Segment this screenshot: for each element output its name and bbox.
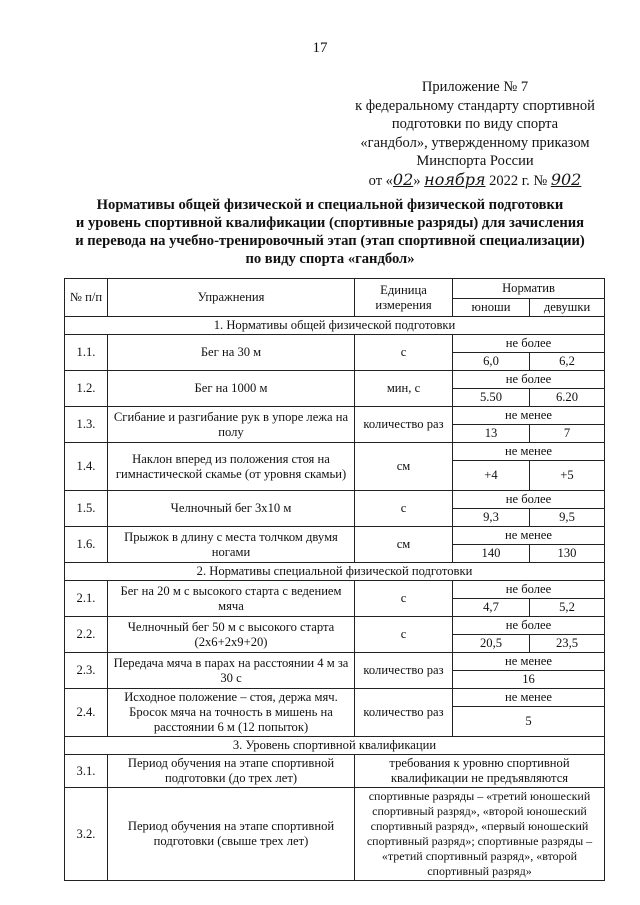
header-girls: девушки xyxy=(530,299,605,317)
row-unit: см xyxy=(355,443,453,491)
row-condition: не менее xyxy=(453,653,605,671)
row-girls: 9,5 xyxy=(530,509,605,527)
row-unit: мин, с xyxy=(355,371,453,407)
appendix-block xyxy=(340,78,610,191)
row-boys: 13 xyxy=(453,425,530,443)
date-mid: » xyxy=(413,172,425,189)
row-exercise: Сгибание и разгибание рук в упоре лежа на полу xyxy=(108,407,355,443)
row-unit: с xyxy=(355,491,453,527)
title-line4: по виду спорта «гандбол» xyxy=(245,251,415,267)
document-title xyxy=(40,196,620,268)
table-row xyxy=(65,581,605,599)
row-condition: не более xyxy=(453,617,605,635)
table-row xyxy=(65,371,605,389)
row-value: 5 xyxy=(453,707,605,737)
header-exercise: Упражнения xyxy=(108,279,355,317)
section-row xyxy=(65,317,605,335)
row-boys: 4,7 xyxy=(453,599,530,617)
row-girls: 7 xyxy=(530,425,605,443)
row-unit: с xyxy=(355,335,453,371)
row-num: 3.1. xyxy=(65,755,108,788)
row-num: 2.3. xyxy=(65,653,108,689)
row-num: 1.2. xyxy=(65,371,108,407)
row-girls: 23,5 xyxy=(530,635,605,653)
row-exercise: Челночный бег 50 м с высокого старта (2х6+2х9+20) xyxy=(108,617,355,653)
date-month-handwritten: ноября xyxy=(424,169,486,189)
table-row xyxy=(65,491,605,509)
table-row xyxy=(65,407,605,425)
table-row xyxy=(65,653,605,671)
page-number: 17 xyxy=(312,40,328,56)
row-girls: 130 xyxy=(530,545,605,563)
row-condition: не более xyxy=(453,581,605,599)
row-exercise: Наклон вперед из положения стоя на гимнастической скамье (от уровня скамьи) xyxy=(108,443,355,491)
row-exercise: Бег на 1000 м xyxy=(108,371,355,407)
row-num: 1.4. xyxy=(65,443,108,491)
row-condition: не менее xyxy=(453,407,605,425)
row-requirement: требования к уровню спортивной квалификации не предъявляются xyxy=(355,755,605,788)
date-year: 2022 г. № xyxy=(485,172,551,189)
order-date-line xyxy=(340,171,610,191)
date-prefix: от « xyxy=(368,172,393,189)
row-exercise: Челночный бег 3х10 м xyxy=(108,491,355,527)
row-num: 1.1. xyxy=(65,335,108,371)
row-requirement: спортивные разряды – «третий юношеский спортивный разряд», «второй юношеский спортивный разряд», «первый юношеский спортивный разряд»; спортивные разряды – «третий спортивный разряд», «второй спортивный разряд» xyxy=(355,788,605,881)
row-boys: 6,0 xyxy=(453,353,530,371)
row-girls: +5 xyxy=(530,461,605,491)
row-exercise: Прыжок в длину с места толчком двумя ногами xyxy=(108,527,355,563)
row-num: 2.4. xyxy=(65,689,108,737)
title-line3: и перевода на учебно-тренировочный этап (этап спортивной специализации) xyxy=(75,233,585,249)
row-unit: с xyxy=(355,617,453,653)
table-row xyxy=(65,443,605,461)
row-num: 3.2. xyxy=(65,788,108,881)
row-unit: количество раз xyxy=(355,653,453,689)
row-exercise: Исходное положение – стоя, держа мяч. Бросок мяча на точность в мишень на расстоянии 6 м (12 попыток) xyxy=(108,689,355,737)
row-value: 16 xyxy=(453,671,605,689)
row-boys: 20,5 xyxy=(453,635,530,653)
title-line2: и уровень спортивной квалификации (спортивные разряды) для зачисления xyxy=(75,215,585,231)
header-num: № п/п xyxy=(65,279,108,317)
header-norm: Норматив xyxy=(453,279,605,299)
row-exercise: Бег на 30 м xyxy=(108,335,355,371)
section-row xyxy=(65,737,605,755)
section3-title: 3. Уровень спортивной квалификации xyxy=(65,737,605,755)
row-unit: количество раз xyxy=(355,689,453,737)
appendix-line4: «гандбол», утвержденному приказом xyxy=(360,134,590,151)
table-row xyxy=(65,755,605,788)
norms-table xyxy=(64,278,605,881)
row-boys: 140 xyxy=(453,545,530,563)
row-condition: не менее xyxy=(453,443,605,461)
row-condition: не менее xyxy=(453,527,605,545)
appendix-line2: к федеральному стандарту спортивной xyxy=(355,97,595,114)
header-row xyxy=(65,279,605,299)
appendix-line1: Приложение № 7 xyxy=(421,79,529,95)
header-unit: Единица измерения xyxy=(355,279,453,317)
row-boys: 9,3 xyxy=(453,509,530,527)
row-unit: см xyxy=(355,527,453,563)
table-row xyxy=(65,617,605,635)
row-num: 2.2. xyxy=(65,617,108,653)
row-num: 2.1. xyxy=(65,581,108,617)
table-row xyxy=(65,689,605,707)
row-girls: 5,2 xyxy=(530,599,605,617)
section1-title: 1. Нормативы общей физической подготовки xyxy=(65,317,605,335)
table-row xyxy=(65,335,605,353)
row-condition: не более xyxy=(453,491,605,509)
row-exercise: Период обучения на этапе спортивной подготовки (свыше трех лет) xyxy=(108,788,355,881)
row-boys: 5.50 xyxy=(453,389,530,407)
table-row xyxy=(65,788,605,881)
row-exercise: Период обучения на этапе спортивной подготовки (до трех лет) xyxy=(108,755,355,788)
appendix-line5: Минспорта России xyxy=(416,153,534,170)
order-number-handwritten: 902 xyxy=(550,169,582,189)
table-row xyxy=(65,527,605,545)
row-boys: +4 xyxy=(453,461,530,491)
row-condition: не более xyxy=(453,335,605,353)
appendix-line3: подготовки по виду спорта xyxy=(391,116,559,133)
row-num: 1.3. xyxy=(65,407,108,443)
section-row xyxy=(65,563,605,581)
date-day-handwritten: 02 xyxy=(392,169,414,189)
row-girls: 6,2 xyxy=(530,353,605,371)
row-girls: 6.20 xyxy=(530,389,605,407)
header-boys: юноши xyxy=(453,299,530,317)
row-num: 1.6. xyxy=(65,527,108,563)
row-exercise: Бег на 20 м с высокого старта с ведением мяча xyxy=(108,581,355,617)
row-unit: количество раз xyxy=(355,407,453,443)
row-condition: не более xyxy=(453,371,605,389)
row-num: 1.5. xyxy=(65,491,108,527)
title-line1: Нормативы общей физической и специальной физической подготовки xyxy=(96,197,564,213)
row-exercise: Передача мяча в парах на расстоянии 4 м за 30 с xyxy=(108,653,355,689)
section2-title: 2. Нормативы специальной физической подготовки xyxy=(65,563,605,581)
row-unit: с xyxy=(355,581,453,617)
row-condition: не менее xyxy=(453,689,605,707)
